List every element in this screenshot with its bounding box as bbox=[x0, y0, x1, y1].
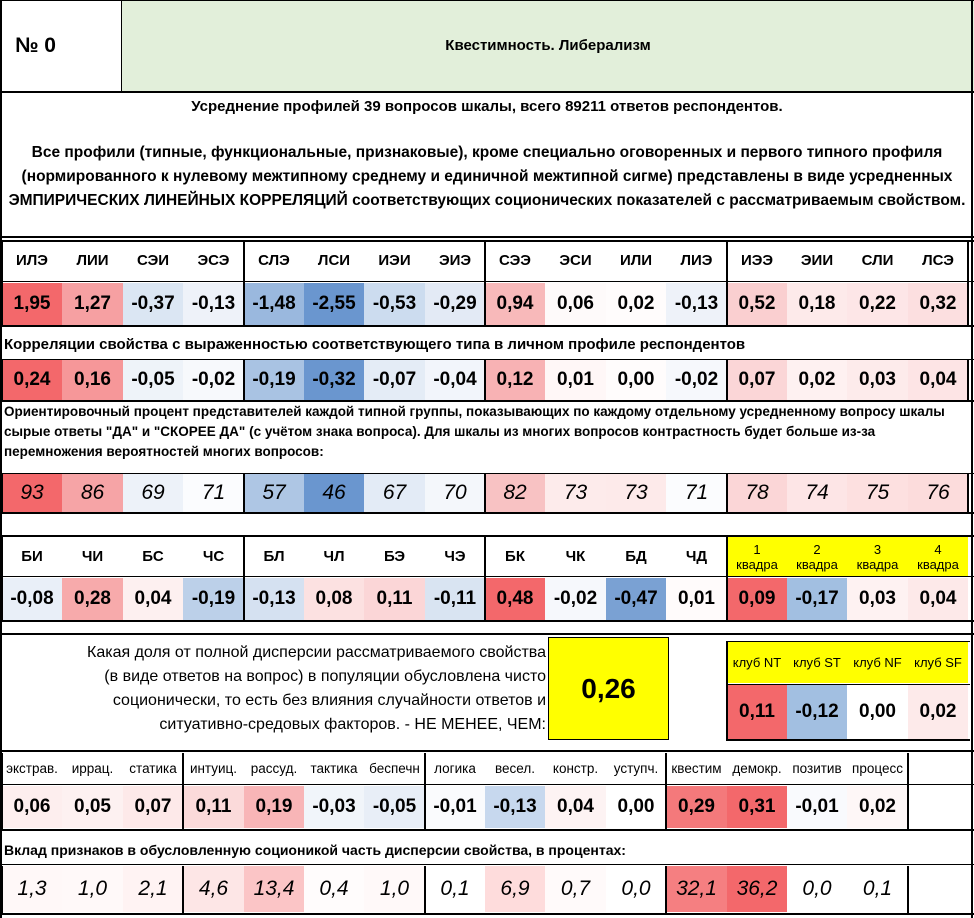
type-profile-value: 1,95 bbox=[2, 283, 62, 325]
type-profile-value: -0,37 bbox=[123, 283, 183, 325]
type-correlation-value: 0,16 bbox=[62, 360, 123, 400]
grid-line bbox=[0, 0, 2, 91]
type-label: ЛИИ bbox=[76, 252, 109, 269]
type-correlation-value: -0,32 bbox=[304, 360, 364, 400]
trait-label: весел. bbox=[495, 760, 535, 776]
club-label: клуб SF bbox=[908, 641, 968, 683]
grid-line bbox=[907, 753, 909, 829]
trait-label: интуиц. bbox=[189, 760, 238, 776]
dispersion-question-line: соционически, то есть без влияния случайности ответов и bbox=[112, 692, 546, 709]
type-percent-value: 70 bbox=[425, 474, 485, 512]
club-label: клуб ST bbox=[787, 641, 847, 683]
grid-line bbox=[726, 684, 970, 685]
type-profile-value: 0,06 bbox=[545, 283, 606, 325]
grid-line bbox=[726, 641, 970, 642]
type-profile-value: 1,27 bbox=[62, 283, 123, 325]
function-value: 0,28 bbox=[62, 578, 123, 620]
trait-contribution-value: 1,3 bbox=[2, 866, 62, 912]
summary-line: Усреднение профилей 39 вопросов шкалы, всего 89211 ответов респондентов. bbox=[191, 97, 783, 115]
function-value: -0,08 bbox=[2, 578, 62, 620]
grid-line bbox=[726, 474, 728, 512]
function-label: ЧК bbox=[565, 548, 586, 565]
type-label: ЛСЭ bbox=[922, 252, 954, 269]
type-correlation-value: 0,00 bbox=[606, 360, 666, 400]
trait-contribution-value: 0,1 bbox=[425, 866, 485, 912]
type-correlation-value: -0,02 bbox=[183, 360, 244, 400]
grid-line bbox=[967, 240, 969, 325]
grid-line bbox=[0, 473, 974, 474]
function-value: 0,11 bbox=[364, 578, 425, 620]
trait-contribution-value: 0,1 bbox=[847, 866, 908, 912]
type-percent-value: 75 bbox=[847, 474, 908, 512]
club-value: 0,11 bbox=[727, 685, 787, 739]
grid-line bbox=[182, 753, 184, 829]
grid-line bbox=[0, 750, 974, 752]
type-label: ЭИЭ bbox=[438, 252, 472, 269]
function-label: БЛ bbox=[263, 548, 285, 565]
trait-contribution-value: 1,0 bbox=[364, 866, 425, 912]
club-value: 0,00 bbox=[847, 685, 908, 739]
type-percent-value: 69 bbox=[123, 474, 183, 512]
grid-line bbox=[0, 829, 974, 831]
quadra-value: -0,17 bbox=[787, 578, 847, 620]
grid-line bbox=[0, 512, 974, 514]
type-percent-value: 74 bbox=[787, 474, 847, 512]
trait-value: 0,29 bbox=[666, 786, 727, 828]
quadra-word: квадра bbox=[856, 556, 899, 572]
type-profile-value: 0,94 bbox=[485, 283, 545, 325]
type-profile-value: 0,32 bbox=[908, 283, 968, 325]
trait-contribution-value: 13,4 bbox=[244, 866, 304, 912]
grid-line bbox=[726, 360, 728, 400]
trait-label: уступч. bbox=[613, 760, 659, 776]
trait-label: иррац. bbox=[71, 760, 114, 776]
grid-line bbox=[424, 753, 426, 829]
percent-caption: Ориентировочный процент представителей каждой типной группы, показывающих по каждому отдельному усредненному вопросу шкалы сырые ответы "ДА" и "СКОРЕЕ ДА" (с учётом знака вопроса). Для шкалы из многих вопросов контрастность будет больше из-за перемножения вероятностей многих вопросов: bbox=[4, 404, 945, 459]
dispersion-value-box: 0,26 bbox=[548, 637, 669, 740]
number-cell: № 0 bbox=[15, 33, 56, 57]
type-profile-value: -0,53 bbox=[364, 283, 425, 325]
trait-label: статика bbox=[129, 760, 177, 776]
type-percent-value: 82 bbox=[485, 474, 545, 512]
page-title: Квестимность. Либерализм bbox=[122, 0, 974, 91]
trait-value: -0,13 bbox=[485, 786, 545, 828]
grid-line bbox=[726, 537, 728, 620]
trait-value: 0,19 bbox=[244, 786, 304, 828]
quadra-value: 0,09 bbox=[727, 578, 787, 620]
trait-value: 0,31 bbox=[727, 786, 787, 828]
function-label: БИ bbox=[21, 548, 43, 565]
grid-line bbox=[0, 864, 974, 865]
type-correlation-value: 0,04 bbox=[908, 360, 968, 400]
grid-line bbox=[484, 537, 486, 620]
type-percent-value: 71 bbox=[666, 474, 727, 512]
type-correlation-value: -0,02 bbox=[666, 360, 727, 400]
grid-line bbox=[967, 474, 969, 512]
trait-value: 0,04 bbox=[545, 786, 606, 828]
function-label: БЭ bbox=[383, 548, 406, 565]
trait-label: позитив bbox=[792, 760, 842, 776]
club-value: 0,02 bbox=[908, 685, 968, 739]
trait-contribution-value: 6,9 bbox=[485, 866, 545, 912]
grid-line bbox=[243, 360, 245, 400]
dispersion-question-line: (в виде ответов на вопрос) в популяции обусловлена чисто bbox=[104, 668, 546, 685]
type-label: СЛЭ bbox=[258, 252, 290, 269]
grid-line bbox=[0, 576, 974, 577]
club-label: клуб NF bbox=[847, 641, 908, 683]
type-label: ЭСИ bbox=[559, 252, 592, 269]
type-percent-value: 71 bbox=[183, 474, 244, 512]
quadra-value: 0,03 bbox=[847, 578, 908, 620]
trait-contribution-value: 0,0 bbox=[606, 866, 666, 912]
type-percent-value: 86 bbox=[62, 474, 123, 512]
grid-line bbox=[484, 360, 486, 400]
function-label: ЧД bbox=[685, 548, 708, 565]
type-percent-value: 73 bbox=[606, 474, 666, 512]
type-profile-value: 0,22 bbox=[847, 283, 908, 325]
type-label: ЭСЭ bbox=[197, 252, 230, 269]
grid-line bbox=[0, 913, 974, 915]
type-label: ИЛИ bbox=[619, 252, 653, 269]
trait-contribution-value: 0,4 bbox=[304, 866, 364, 912]
type-correlation-value: -0,05 bbox=[123, 360, 183, 400]
type-correlation-value: 0,01 bbox=[545, 360, 606, 400]
dispersion-question-line: Какая доля от полной дисперсии рассматриваемого свойства bbox=[87, 644, 546, 661]
quadra-word: квадра bbox=[917, 556, 959, 572]
type-profile-value: -2,55 bbox=[304, 283, 364, 325]
trait-value: -0,01 bbox=[425, 786, 485, 828]
trait-value: -0,01 bbox=[787, 786, 847, 828]
type-label: ЭИИ bbox=[800, 252, 834, 269]
type-label: ИЛЭ bbox=[16, 252, 48, 269]
type-label: ИЭЭ bbox=[740, 252, 774, 269]
type-percent-value: 76 bbox=[908, 474, 968, 512]
type-profile-value: 0,02 bbox=[606, 283, 666, 325]
quadra-value: 0,04 bbox=[908, 578, 968, 620]
grid-line bbox=[0, 0, 974, 1]
grid-line bbox=[726, 240, 728, 325]
function-label: БК bbox=[505, 548, 525, 565]
grid-line bbox=[243, 537, 245, 620]
grid-line bbox=[0, 236, 974, 238]
type-percent-value: 67 bbox=[364, 474, 425, 512]
type-correlation-value: 0,07 bbox=[727, 360, 787, 400]
type-profile-value: 0,52 bbox=[727, 283, 787, 325]
grid-line bbox=[665, 866, 667, 913]
grid-line bbox=[0, 281, 974, 282]
trait-value: 0,11 bbox=[183, 786, 244, 828]
type-profile-value: -0,29 bbox=[425, 283, 485, 325]
trait-label: демокр. bbox=[732, 760, 782, 776]
trait-label: рассуд. bbox=[250, 760, 298, 776]
type-profile-value: 0,18 bbox=[787, 283, 847, 325]
grid-line bbox=[0, 359, 974, 360]
quadra-number: 2 bbox=[813, 541, 821, 557]
trait-label: тактика bbox=[310, 760, 358, 776]
type-label: СЭИ bbox=[136, 252, 170, 269]
quadra-number: 3 bbox=[873, 541, 882, 557]
function-value: -0,11 bbox=[425, 578, 485, 620]
type-percent-value: 78 bbox=[727, 474, 787, 512]
function-value: 0,08 bbox=[304, 578, 364, 620]
quadra-word: квадра bbox=[796, 556, 838, 572]
function-value: 0,48 bbox=[485, 578, 545, 620]
trait-value: 0,02 bbox=[847, 786, 908, 828]
function-value: -0,02 bbox=[545, 578, 606, 620]
type-label: ЛСИ bbox=[317, 252, 351, 269]
trait-value: 0,05 bbox=[62, 786, 123, 828]
function-value: -0,13 bbox=[244, 578, 304, 620]
type-percent-value: 73 bbox=[545, 474, 606, 512]
club-label: клуб NT bbox=[727, 641, 787, 683]
type-percent-value: 93 bbox=[2, 474, 62, 512]
grid-line bbox=[182, 866, 184, 913]
trait-label: процесс bbox=[852, 760, 903, 776]
trait-value: 0,00 bbox=[606, 786, 666, 828]
grid-line bbox=[0, 325, 974, 327]
type-label: ИЭИ bbox=[378, 252, 411, 269]
type-correlation-value: 0,12 bbox=[485, 360, 545, 400]
trait-value: 0,06 bbox=[2, 786, 62, 828]
type-profile-value: -1,48 bbox=[244, 283, 304, 325]
type-correlation-value: 0,03 bbox=[847, 360, 908, 400]
trait-contribution-value: 2,1 bbox=[123, 866, 183, 912]
function-label: ЧЭ bbox=[444, 548, 466, 565]
contribution-caption: Вклад признаков в обусловленную соционикой часть дисперсии свойства, в процентах: bbox=[4, 842, 626, 858]
trait-contribution-value: 1,0 bbox=[62, 866, 123, 912]
club-value: -0,12 bbox=[787, 685, 847, 739]
type-label: СЭЭ bbox=[499, 252, 531, 269]
grid-line bbox=[484, 474, 486, 512]
type-correlation-value: -0,19 bbox=[244, 360, 304, 400]
trait-label: беспечн bbox=[369, 760, 420, 776]
description-text: Все профили (типные, функциональные, признаковые), кроме специально оговоренных и первого типного профиля (нормированного к нулевому межтипному среднему и единичной межтипной сигме) представлены в виде усредненных ЭМПИРИЧЕСКИХ ЛИНЕЙНЫХ КОРРЕЛЯЦИЙ соответствующих соционических показателей с рассматриваемым свойством. bbox=[8, 144, 966, 209]
trait-value: 0,07 bbox=[123, 786, 183, 828]
trait-label: логика bbox=[434, 760, 476, 776]
grid-line bbox=[0, 91, 2, 918]
trait-contribution-value: 36,2 bbox=[727, 866, 787, 912]
grid-line bbox=[243, 240, 245, 325]
dispersion-question-line: ситуативно-средовых факторов. - НЕ МЕНЕЕ, ЧЕМ: bbox=[159, 716, 546, 733]
type-label: ЛИЭ bbox=[680, 252, 713, 269]
quadra-word: квадра bbox=[736, 556, 778, 572]
trait-contribution-value: 0,0 bbox=[787, 866, 847, 912]
trait-label: квестим bbox=[671, 760, 722, 776]
quadra-label bbox=[847, 537, 908, 576]
trait-value: -0,03 bbox=[304, 786, 364, 828]
trait-value: -0,05 bbox=[364, 786, 425, 828]
grid-line bbox=[907, 866, 909, 913]
type-percent-value: 46 bbox=[304, 474, 364, 512]
function-label: БД bbox=[625, 548, 647, 565]
type-label: СЛИ bbox=[861, 252, 894, 269]
grid-line bbox=[0, 240, 974, 242]
type-profile-value: -0,13 bbox=[183, 283, 244, 325]
function-label: ЧИ bbox=[81, 548, 104, 565]
grid-line bbox=[665, 753, 667, 829]
grid-line bbox=[0, 620, 974, 622]
grid-line bbox=[0, 784, 974, 785]
quadra-label bbox=[908, 537, 968, 576]
function-label: БС bbox=[142, 548, 164, 565]
trait-label: экстрав. bbox=[6, 760, 58, 776]
function-value: 0,01 bbox=[666, 578, 727, 620]
grid-line bbox=[121, 0, 122, 91]
grid-line bbox=[243, 474, 245, 512]
quadra-number: 1 bbox=[753, 541, 761, 557]
grid-line bbox=[484, 240, 486, 325]
grid-line bbox=[726, 641, 728, 741]
type-correlation-value: -0,07 bbox=[364, 360, 425, 400]
function-value: -0,47 bbox=[606, 578, 666, 620]
trait-contribution-value: 4,6 bbox=[183, 866, 244, 912]
function-label: ЧЛ bbox=[323, 548, 345, 565]
type-correlation-value: -0,04 bbox=[425, 360, 485, 400]
trait-contribution-value: 0,7 bbox=[545, 866, 606, 912]
quadra-number: 4 bbox=[934, 541, 942, 557]
function-value: 0,04 bbox=[123, 578, 183, 620]
type-correlation-value: 0,24 bbox=[2, 360, 62, 400]
function-value: -0,19 bbox=[183, 578, 244, 620]
grid-line bbox=[971, 0, 973, 918]
quadra-label bbox=[787, 537, 847, 576]
type-percent-value: 57 bbox=[244, 474, 304, 512]
trait-contribution-value: 32,1 bbox=[666, 866, 727, 912]
quadra-label bbox=[727, 537, 787, 576]
type-correlation-value: 0,02 bbox=[787, 360, 847, 400]
type-profile-value: -0,13 bbox=[666, 283, 727, 325]
grid-line bbox=[424, 866, 426, 913]
grid-line bbox=[967, 360, 969, 400]
correlation-caption: Корреляции свойства с выраженностью соответствующего типа в личном профиле респондентов bbox=[4, 336, 746, 353]
grid-line bbox=[726, 739, 970, 741]
trait-label: констр. bbox=[552, 760, 599, 776]
function-label: ЧС bbox=[202, 548, 225, 565]
grid-line bbox=[0, 633, 974, 635]
